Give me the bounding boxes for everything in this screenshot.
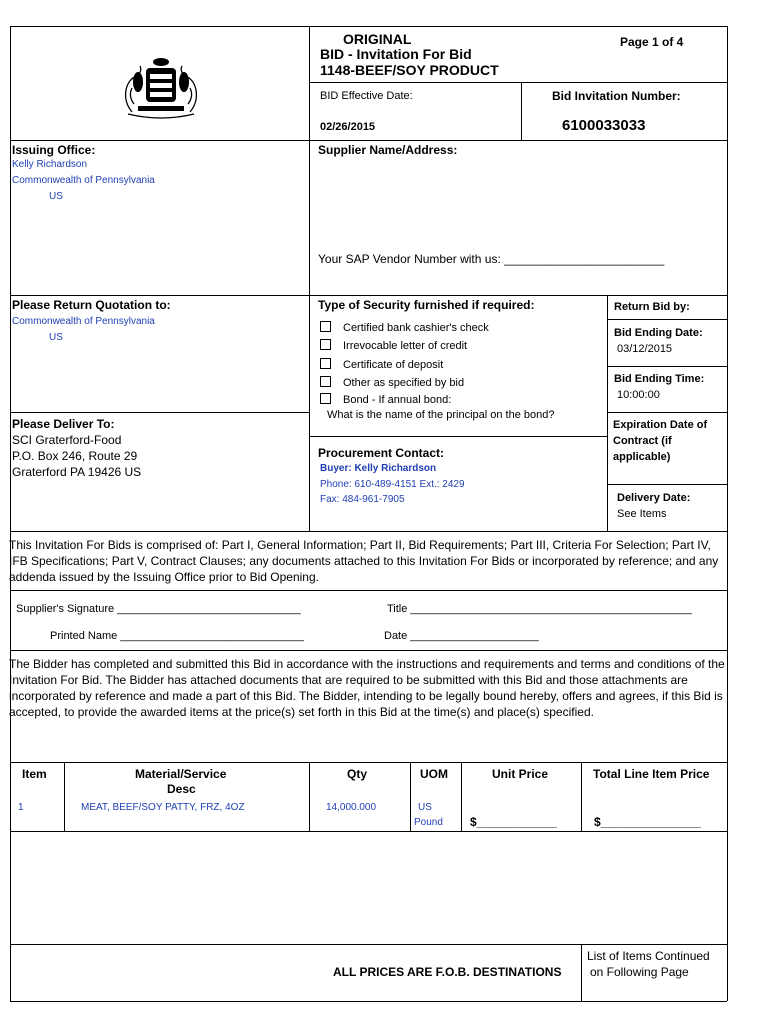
printed-name-field[interactable]: Printed Name ______________________________ — [50, 630, 304, 642]
security-option[interactable]: Certified bank cashier's check — [320, 321, 489, 334]
issuing-office-line: Kelly Richardson — [12, 159, 88, 170]
table-col-3 — [410, 762, 411, 831]
section-line-4 — [10, 531, 727, 532]
row-qty: 14,000.000 — [326, 802, 377, 813]
right-line-1 — [607, 319, 727, 320]
footer-col — [581, 944, 582, 1001]
delivery-date: See Items — [617, 508, 667, 520]
pennsylvania-seal-icon — [118, 52, 204, 120]
security-option[interactable]: Other as specified by bid — [320, 376, 464, 389]
fob-notice: ALL PRICES ARE F.O.B. DESTINATIONS — [333, 965, 562, 979]
deliver-line: SCI Graterford-Food — [12, 433, 122, 447]
date-field[interactable]: Date _____________________ — [384, 630, 539, 642]
checkbox-icon[interactable] — [320, 358, 331, 369]
deliver-line — [10, 412, 309, 413]
return-bid-by-label: Return Bid by: — [614, 301, 690, 313]
row-uom-unit: Pound — [414, 817, 443, 828]
bid-invitation-number: 6100033033 — [562, 117, 646, 134]
row-uom: US — [418, 802, 432, 813]
col-divider-right — [607, 295, 608, 531]
header-divider — [521, 82, 522, 140]
buyer-phone: Phone: 610-489-4151 Ext.: 2429 — [320, 479, 465, 490]
return-quotation-line: US — [49, 332, 63, 343]
header-unit-price: Unit Price — [492, 767, 549, 781]
right-line-2 — [607, 366, 727, 367]
bid-ending-time-label: Bid Ending Time: — [614, 373, 705, 385]
row-unit-price-field[interactable]: $____________ — [470, 815, 557, 829]
delivery-date-label: Delivery Date: — [617, 492, 691, 504]
checkbox-icon[interactable] — [320, 376, 331, 387]
product-title: 1148-BEEF/SOY PRODUCT — [320, 62, 499, 78]
header-material-desc: Desc — [167, 782, 196, 796]
security-option[interactable]: Irrevocable letter of credit — [320, 339, 467, 352]
return-quotation-label: Please Return Quotation to: — [12, 298, 171, 312]
return-quotation-line: Commonwealth of Pennsylvania — [12, 316, 155, 327]
bid-invitation-number-label: Bid Invitation Number: — [552, 89, 681, 103]
row-total-price-field[interactable]: $_______________ — [594, 815, 701, 829]
procurement-line — [309, 436, 607, 437]
table-top-line — [10, 762, 727, 763]
bidder-paragraph: The Bidder has completed and submitted this Bid in accordance with the instructions and requirements and terms and conditions of the Invitation For Bid. The Bidder has attached documents that are required to be submitted with this Bid and those attachments are incorporated by reference and made a part of this Bid. The Bidder, intending to be legally bound hereby, offers and agrees, if this Bid is accepted, to provide the awarded items at the price(s) set forth in this Bid at the time(s) and place(s) specified. — [9, 657, 725, 719]
bid-ending-date-label: Bid Ending Date: — [614, 327, 703, 339]
supplier-signature-field[interactable]: Supplier's Signature ______________________________ — [16, 603, 301, 615]
bid-title: BID - Invitation For Bid — [320, 46, 472, 62]
table-bottom-line — [10, 831, 727, 832]
buyer-name: Buyer: Kelly Richardson — [320, 463, 437, 474]
deliver-line: Graterford PA 19426 US — [12, 465, 142, 479]
bid-ending-date: 03/12/2015 — [617, 343, 673, 355]
page-number: Page 1 of 4 — [620, 35, 684, 49]
bid-effective-date-label: BID Effective Date: — [320, 90, 413, 102]
checkbox-icon[interactable] — [320, 321, 331, 332]
checkbox-icon[interactable] — [320, 393, 331, 404]
right-line-3 — [607, 412, 727, 413]
frame-left — [10, 26, 11, 1001]
issuing-office-label: Issuing Office: — [12, 143, 96, 157]
issuing-office-line: US — [49, 191, 63, 202]
expiration-label: Expiration Date of — [613, 419, 708, 431]
section-line-5 — [10, 590, 727, 591]
title-field[interactable]: Title ______________________________________________ — [387, 603, 692, 615]
table-col-4 — [461, 762, 462, 831]
items-continued: List of Items Continued — [587, 949, 710, 963]
right-line-4 — [607, 484, 727, 485]
buyer-fax: Fax: 484-961-7905 — [320, 494, 405, 505]
table-col-2 — [309, 762, 310, 831]
table-col-1 — [64, 762, 65, 831]
header-qty: Qty — [347, 767, 368, 781]
footer-line — [10, 944, 727, 945]
items-continued-page: on Following Page — [590, 965, 689, 979]
security-type-label: Type of Security furnished if required: — [318, 298, 535, 312]
procurement-contact-label: Procurement Contact: — [318, 446, 445, 460]
header-line-1 — [309, 82, 727, 83]
sap-vendor-number: Your SAP Vendor Number with us: ________________________ — [318, 252, 665, 266]
col-divider-main — [309, 26, 310, 531]
expiration-label: Contract (if — [613, 435, 672, 447]
header-item: Item — [22, 767, 47, 781]
header-line-2 — [10, 140, 727, 141]
comprised-paragraph: This Invitation For Bids is comprised of: Part I, General Information; Part II, Bid Requirements; Part III, Criteria For Selection; Part IV, IFB Specifications; Part V, Contract Clauses; any documents attached to this Invitation For Bids or incorporated by reference; and any addenda issued by the Issuing Office prior to Bid Opening. — [9, 538, 719, 584]
frame-top — [10, 26, 727, 27]
bid-effective-date: 02/26/2015 — [320, 121, 376, 133]
header-uom: UOM — [420, 767, 448, 781]
section-line-3 — [10, 295, 727, 296]
header-total-price: Total Line Item Price — [593, 767, 710, 781]
security-option[interactable]: Bond - If annual bond: — [320, 393, 451, 406]
checkbox-icon[interactable] — [320, 339, 331, 350]
section-line-6 — [10, 650, 727, 651]
deliver-line: P.O. Box 246, Route 29 — [12, 449, 138, 463]
bond-principal-question: What is the name of the principal on the bond? — [327, 409, 555, 421]
frame-bottom — [10, 1001, 727, 1002]
bid-ending-time: 10:00:00 — [617, 389, 660, 401]
frame-right — [727, 26, 728, 1001]
original-label: ORIGINAL — [343, 31, 412, 47]
row-item: 1 — [18, 802, 24, 813]
expiration-label: applicable) — [613, 451, 671, 463]
deliver-to-label: Please Deliver To: — [12, 417, 115, 431]
table-col-5 — [581, 762, 582, 831]
header-material: Material/Service — [135, 767, 227, 781]
supplier-name-label: Supplier Name/Address: — [318, 143, 458, 157]
issuing-office-line: Commonwealth of Pennsylvania — [12, 175, 155, 186]
row-desc: MEAT, BEEF/SOY PATTY, FRZ, 4OZ — [81, 802, 245, 813]
security-option[interactable]: Certificate of deposit — [320, 358, 443, 371]
